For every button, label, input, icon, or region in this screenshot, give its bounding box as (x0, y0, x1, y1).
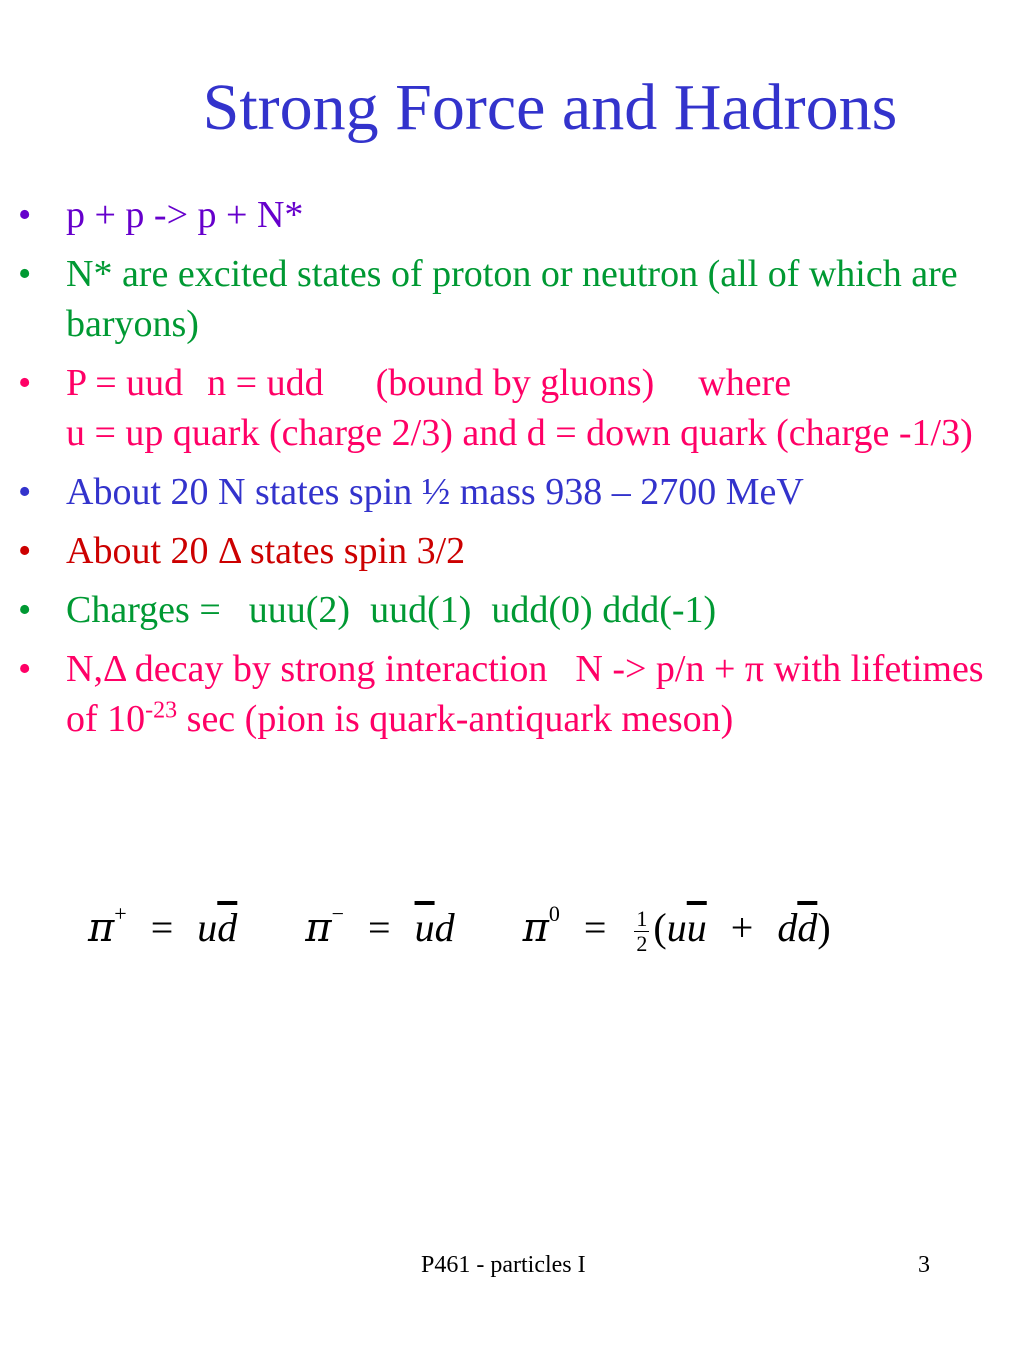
equals: = (150, 905, 174, 950)
bullet-text: Charges = (66, 589, 221, 631)
bullet-dot: • (18, 362, 32, 404)
quark-u: u (666, 905, 687, 950)
bullet-item-charges (18, 585, 1008, 635)
pi-symbol: π (88, 905, 115, 951)
fraction-numerator: 1 (636, 906, 648, 932)
bullet-text: p + p -> p + N* (66, 194, 304, 236)
bullet-text: u = up quark (charge 2/3) and d = down quark (charge -1/3) (66, 412, 973, 454)
equals: = (368, 905, 391, 950)
pi-symbol: π (305, 905, 332, 951)
bullet-text: uuu(2) (248, 589, 351, 631)
bullet-dot: • (18, 530, 32, 572)
bullet-item-delta-states (18, 526, 1008, 576)
quark-d: d (777, 905, 798, 950)
bullet-text: (bound by gluons) (375, 362, 655, 404)
charge-zero: 0 (548, 901, 560, 926)
bullet-text: uud(1) (370, 589, 472, 631)
plus-sign: + (730, 905, 754, 950)
one-half-fraction (634, 907, 649, 956)
bullet-text: where (698, 362, 792, 404)
bullet-item-decay (18, 644, 1008, 744)
bullet-text: N -> p/n + π with lifetimes of 10 (66, 648, 984, 740)
antiquark-d: $\overline{d}$ (797, 905, 818, 950)
bullet-dot: • (18, 194, 32, 236)
bullet-text: sec (pion is quark-antiquark meson) (177, 698, 734, 740)
bullet-dot: • (18, 253, 32, 295)
equals: = (583, 905, 607, 950)
bullet-item-n-states (18, 467, 1008, 517)
bullet-text: P = uud (66, 362, 184, 404)
bullet-text: About 20 Δ states spin 3/2 (66, 530, 466, 572)
bullet-dot: • (18, 589, 32, 631)
antiquark-d: $\overline{d}$ (217, 905, 238, 950)
bullet-dot: • (18, 471, 32, 513)
left-paren: ( (653, 905, 667, 950)
exponent: -23 (145, 697, 178, 724)
bullet-item-reaction (18, 190, 1008, 240)
bullet-text: About 20 N states spin ½ mass 938 – 2700 MeV (66, 471, 804, 513)
bullet-text: n = udd (207, 362, 324, 404)
page-number: 3 (918, 1252, 930, 1278)
bullet-dot: • (18, 648, 32, 690)
quark-u: u (197, 905, 218, 950)
bullet-list (18, 190, 1008, 753)
fraction-denominator: 2 (636, 931, 648, 957)
antiquark-u: $\overline{u}$ (686, 905, 707, 950)
charge-minus: − (331, 901, 344, 926)
right-paren: ) (817, 905, 831, 950)
bullet-text: N,Δ decay by strong interaction (66, 648, 548, 690)
pion-quark-formula (88, 898, 831, 958)
antiquark-u: $\overline{u}$ (414, 905, 435, 950)
slide-title: Strong Force and Hadrons (202, 71, 898, 144)
footer-course-label: P461 - particles I (421, 1252, 586, 1278)
bullet-text: N* are excited states of proton or neutron (all of which are baryons) (66, 253, 958, 345)
quark-d: d (434, 905, 455, 950)
bullet-text: udd(0) ddd(-1) (491, 589, 717, 631)
pi-symbol: π (522, 905, 549, 951)
bullet-item-excited-states (18, 249, 1008, 349)
charge-plus: + (114, 901, 127, 926)
bullet-item-quark-content (18, 358, 1008, 458)
